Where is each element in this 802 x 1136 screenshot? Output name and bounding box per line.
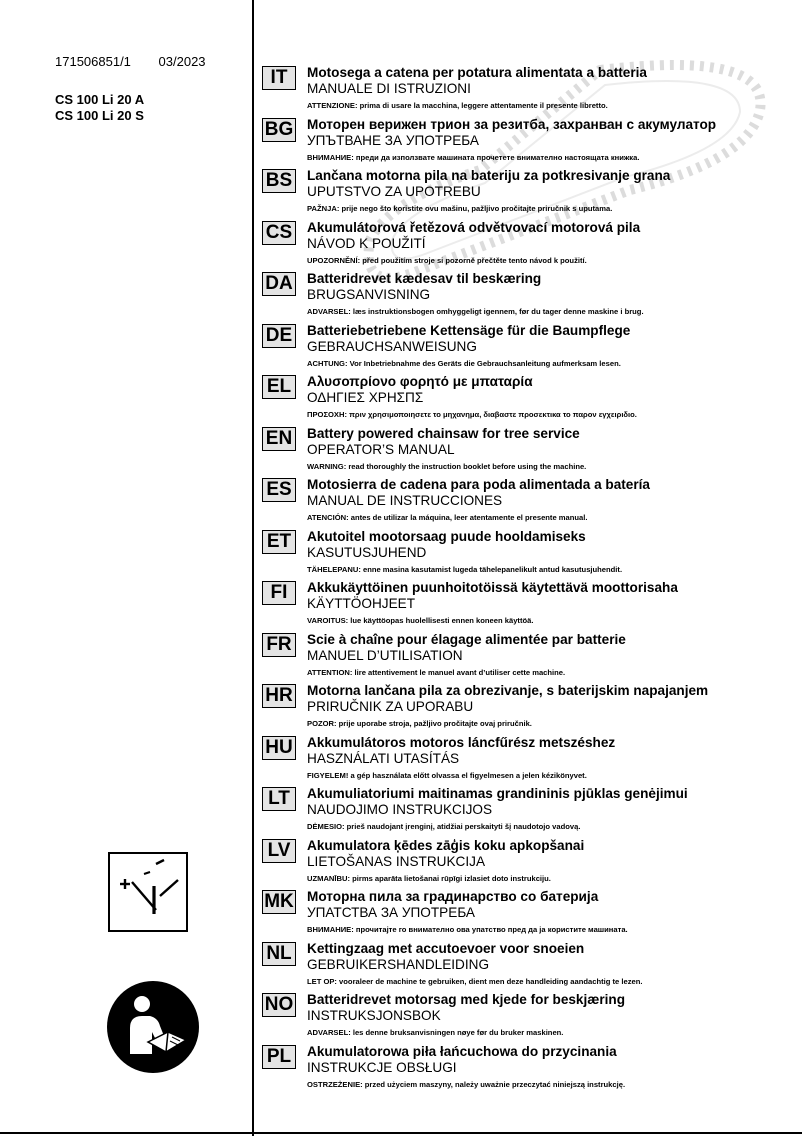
language-code-badge: ES — [262, 478, 296, 502]
product-title: Akutoitel mootorsaag puude hooldamiseks — [307, 528, 586, 544]
warning-text: ATENCIÓN: antes de utilizar la máquina, leer atentamente el presente manual. — [307, 513, 588, 522]
product-title: Battery powered chainsaw for tree service — [307, 425, 580, 441]
product-title: Моторен верижен трион за резитба, захранван с акумулатор — [307, 116, 717, 132]
language-code-badge: EL — [262, 375, 296, 399]
warning-text: POZOR: prije uporabe stroja, pažljivo pročitajte ovaj priručnik. — [307, 719, 532, 728]
warning-text: VAROITUS: lue käyttöopas huolellisesti ennen koneen käyttöä. — [307, 616, 534, 625]
language-code-badge: DE — [262, 324, 296, 348]
manual-subtitle: УПЪТВАНЕ ЗА УПОТРЕБА — [307, 132, 479, 148]
manual-subtitle: INSTRUKSJONSBOK — [307, 1008, 441, 1023]
manual-subtitle: GEBRAUCHSANWEISUNG — [307, 338, 477, 354]
manual-subtitle: PRIRUČNIK ZA UPORABU — [307, 699, 474, 714]
product-title: Kettingzaag met accutoevoer voor snoeien — [307, 940, 585, 956]
product-title: Motosega a catena per potatura alimentata a batteria — [307, 65, 647, 80]
warning-text: ATTENZIONE: prima di usare la macchina, leggere attentamente il presente libretto. — [307, 101, 608, 110]
language-code-badge: IT — [262, 66, 296, 90]
language-entry-en — [262, 424, 792, 476]
language-code-badge: NL — [262, 942, 296, 966]
product-title: Batteridrevet kædesav til beskæring — [307, 271, 542, 286]
manual-subtitle: MANUAL DE INSTRUCCIONES — [307, 493, 503, 508]
model-name: CS 100 Li 20 A — [55, 92, 145, 107]
product-title: Моторна пила за градинарство со батерија — [307, 889, 599, 904]
document-meta — [55, 54, 206, 69]
product-title: Batteriebetriebene Kettensäge für die Baumpflege — [307, 322, 631, 338]
language-entry-es — [262, 475, 792, 527]
language-entry-mk — [262, 887, 792, 939]
language-list — [262, 63, 792, 1093]
language-code-badge: ET — [262, 530, 296, 554]
language-entry-it — [262, 63, 792, 115]
product-title: Motorna lančana pila za obrezivanje, s baterijskim napajanjem — [307, 683, 709, 698]
read-manual-icon — [106, 980, 200, 1074]
warning-text: TÄHELEPANU: enne masina kasutamist lugeda tähelepanelikult antud kasutusjuhendit. — [307, 564, 623, 574]
warning-text: UZMANĪBU: pirms aparāta lietošanai rūpīgi izlasiet doto instrukciju. — [307, 873, 551, 883]
language-entry-cs — [262, 218, 792, 270]
language-code-badge: HU — [262, 736, 296, 760]
language-entry-lt — [262, 784, 792, 836]
language-entry-hr — [262, 681, 792, 733]
product-title: Akkukäyttöinen puunhoitotöissä käytettävä moottorisaha — [307, 580, 678, 595]
model-list — [55, 92, 144, 124]
manual-subtitle: NAUDOJIMO INSTRUKCIJOS — [307, 802, 493, 817]
manual-subtitle: BRUGSANVISNING — [307, 287, 431, 302]
warning-text: ADVARSEL: les denne bruksanvisningen nøye før du bruker maskinen. — [307, 1028, 564, 1037]
language-code-badge: FR — [262, 633, 296, 657]
manual-subtitle: LIETOŠANAS INSTRUKCIJA — [307, 853, 486, 869]
manual-subtitle: GEBRUIKERSHANDLEIDING — [307, 956, 490, 972]
manual-subtitle: УПАТСТВА ЗА УПОТРЕБА — [307, 905, 476, 920]
product-title: Akkumulátoros motoros láncfűrész metszéshez — [307, 734, 616, 750]
language-code-badge: PL — [262, 1045, 296, 1069]
language-code-badge: NO — [262, 993, 296, 1017]
language-code-badge: LT — [262, 787, 296, 811]
bottom-rule — [0, 1132, 802, 1134]
language-entry-pl — [262, 1042, 792, 1094]
product-title: Αλυσοπρίονο φορητό με μπαταρία — [307, 374, 533, 389]
language-entry-hu — [262, 733, 792, 785]
warning-text: PAŽNJA: prije nego što koristite ovu mašinu, pažljivo pročitajte priručnik s uputama. — [307, 204, 613, 213]
warning-text: UPOZORNĚNÍ: před použitím stroje si pozorně přečtěte tento návod k použití. — [307, 255, 587, 265]
model-name: CS 100 Li 20 S — [55, 108, 144, 123]
language-entry-fr — [262, 630, 792, 682]
warning-text: OSTRZEŻENIE: przed użyciem maszyny, należy uważnie przeczytać niniejszą instrukcję. — [307, 1079, 626, 1089]
product-title: Scie à chaîne pour élagage alimentée par batterie — [307, 631, 626, 647]
warning-text: ΠΡΟΣΟΧΗ: πριν χρησιμοποιησετε το μηχανημα, διαβαστε προσεκτικα το παρον εγχειριδιο. — [307, 410, 637, 419]
language-code-badge: HR — [262, 684, 296, 708]
language-code-badge: MK — [262, 890, 296, 914]
language-entry-fi — [262, 578, 792, 630]
warning-text: ACHTUNG: Vor Inbetriebnahme des Geräts die Gebrauchsanleitung aufmerksam lesen. — [307, 358, 621, 368]
language-entry-el — [262, 372, 792, 424]
warning-text: ВНИМАНИЕ: преди да използвате машината прочетете внимателно настоящата книжка. — [307, 152, 640, 162]
vertical-divider — [252, 0, 254, 1136]
warning-text: FIGYELEM! a gép használata előtt olvassa el figyelmesen a jelen kézikönyvet. — [307, 770, 587, 780]
warning-text: WARNING: read thoroughly the instruction booklet before using the machine. — [307, 461, 587, 471]
document-date: 03/2023 — [158, 54, 206, 69]
language-entry-de — [262, 321, 792, 373]
warning-text: DĖMESIO: prieš naudojant įrenginį, atidžiai perskaityti šį naudotojo vadovą. — [307, 822, 581, 831]
plus-minus-icon — [108, 852, 188, 932]
language-code-badge: DA — [262, 272, 296, 296]
manual-subtitle: ΟΔΗΓΙΕΣ ΧΡΗΣΠΣ — [307, 390, 424, 405]
manual-subtitle: INSTRUKCJE OBSŁUGI — [307, 1059, 457, 1075]
language-code-badge: EN — [262, 427, 296, 451]
product-title: Akumuliatoriumi maitinamas grandininis pjūklas genėjimui — [307, 786, 688, 801]
language-entry-lv — [262, 836, 792, 888]
product-title: Motosierra de cadena para poda alimentada a batería — [307, 477, 650, 492]
manual-subtitle: NÁVOD K POUŽITÍ — [307, 235, 426, 251]
product-title: Akumulatorowa piła łańcuchowa do przycinania — [307, 1043, 617, 1059]
language-entry-et — [262, 527, 792, 579]
manual-subtitle: KASUTUSJUHEND — [307, 544, 427, 560]
language-entry-bs — [262, 166, 792, 218]
language-code-badge: BG — [262, 118, 296, 142]
document-code: 171506851/1 — [55, 54, 131, 69]
language-entry-bg — [262, 115, 792, 167]
product-title: Akumulatora ķēdes zāģis koku apkopšanai — [307, 837, 585, 853]
manual-subtitle: HASZNÁLATI UTASÍTÁS — [307, 750, 460, 766]
warning-text: ATTENTION: lire attentivement le manuel avant d’utiliser cette machine. — [307, 667, 566, 677]
manual-subtitle: UPUTSTVO ZA UPOTREBU — [307, 184, 481, 199]
language-entry-nl — [262, 939, 792, 991]
warning-text: ВНИМАНИЕ: прочитајте го внимателно ова упатство пред да ја користите машината. — [307, 925, 628, 934]
warning-text: ADVARSEL: læs instruktionsbogen omhyggeligt igennem, før du tager denne maskine i brug. — [307, 307, 644, 316]
product-title: Batteridrevet motorsag med kjede for beskjæring — [307, 992, 626, 1007]
product-title: Lančana motorna pila na bateriju za potkresivanje grana — [307, 168, 671, 183]
manual-subtitle: OPERATOR’S MANUAL — [307, 441, 455, 457]
language-code-badge: BS — [262, 169, 296, 193]
manual-subtitle: MANUEL D’UTILISATION — [307, 647, 463, 663]
language-code-badge: CS — [262, 221, 296, 245]
language-entry-no — [262, 990, 792, 1042]
language-code-badge: LV — [262, 839, 296, 863]
left-column — [0, 0, 252, 1136]
language-code-badge: FI — [262, 581, 296, 605]
language-entry-da — [262, 269, 792, 321]
manual-subtitle: KÄYTTÖOHJEET — [307, 596, 416, 611]
warning-text: LET OP: vooraleer de machine te gebruiken, dient men deze handleiding aandachtig te lezen. — [307, 976, 643, 986]
product-title: Akumulátorová řetězová odvětvovací motorová pila — [307, 219, 641, 235]
manual-subtitle: MANUALE DI ISTRUZIONI — [307, 81, 471, 96]
